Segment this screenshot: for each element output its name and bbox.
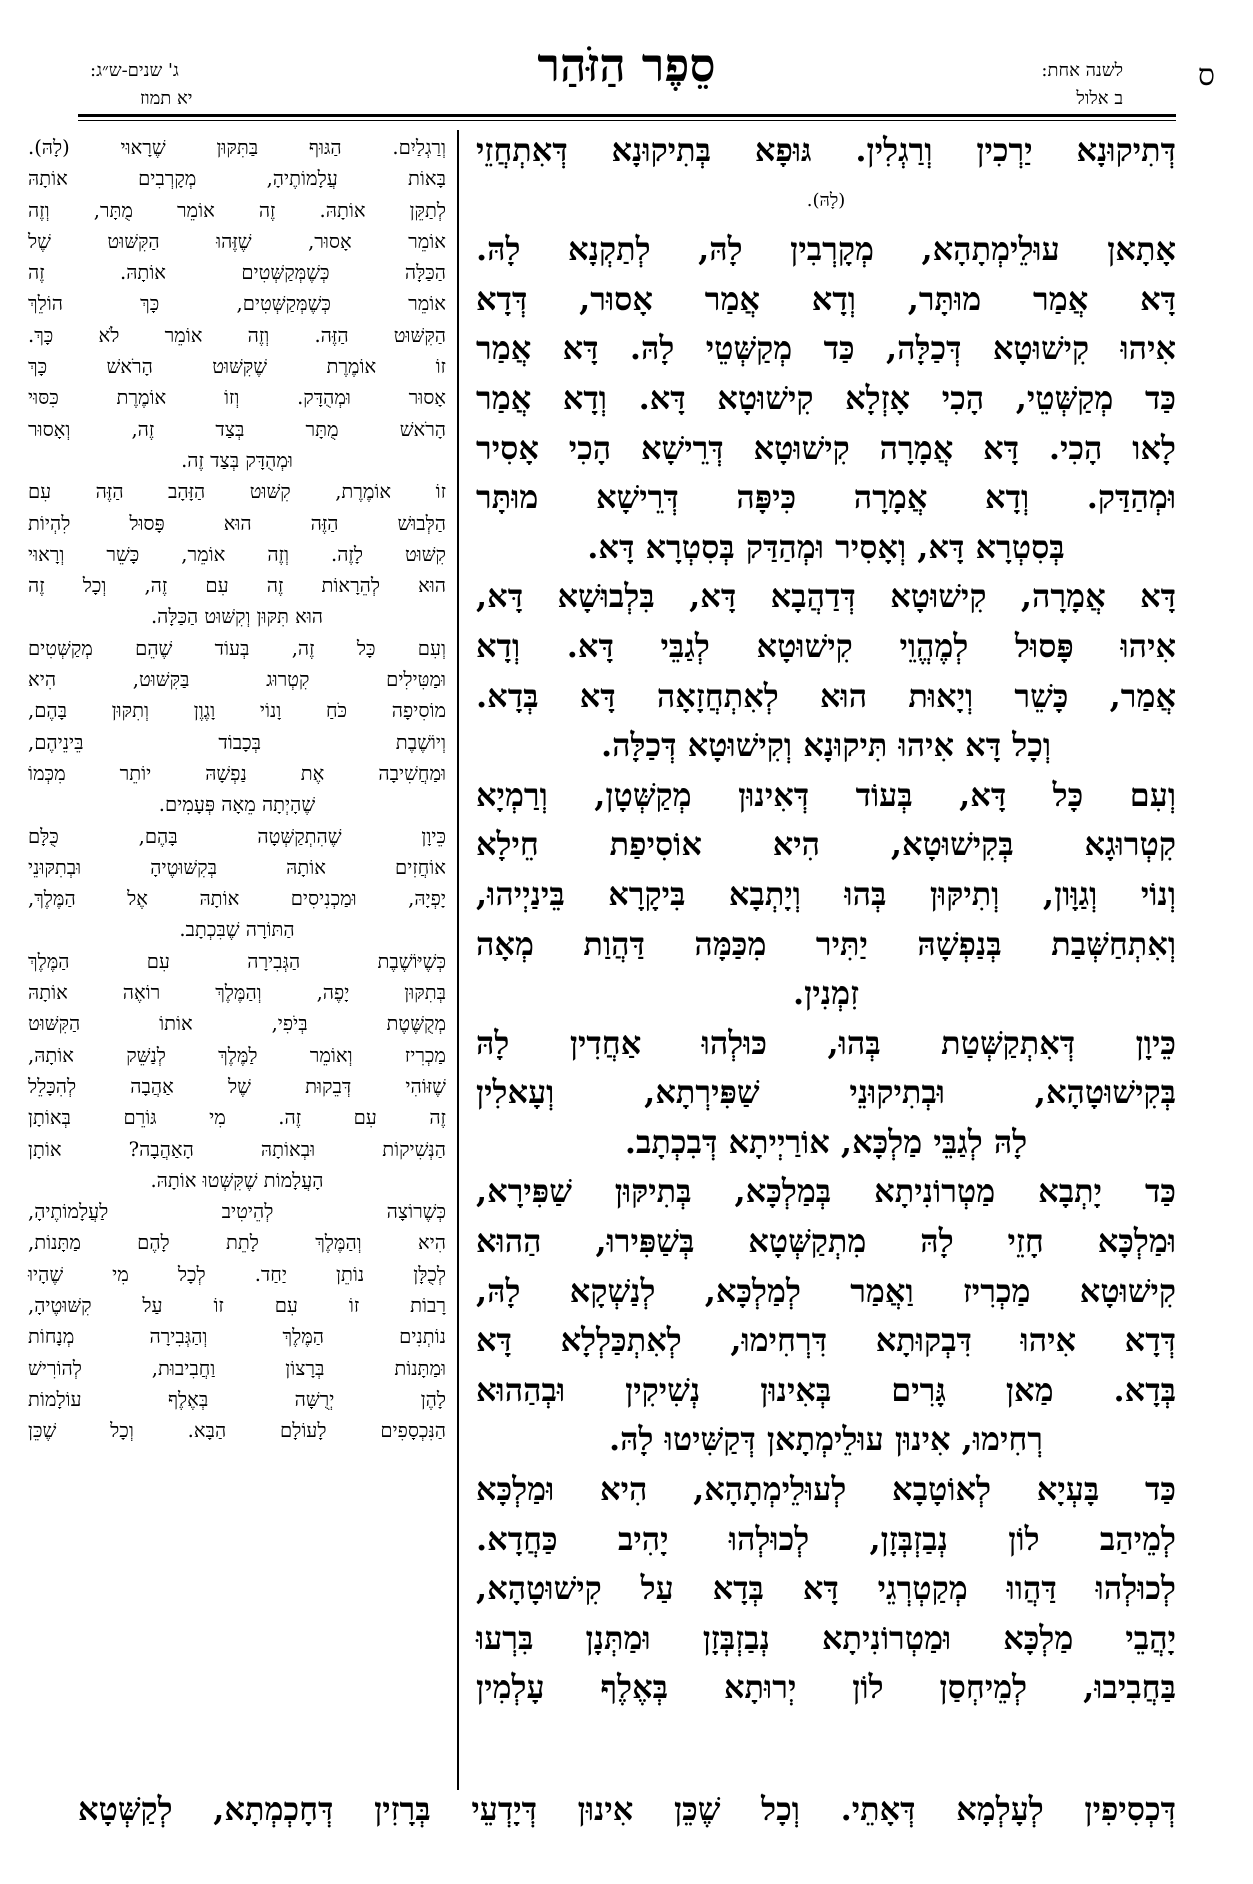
hebrew-line: הַנְּשִׁיקוֹת וּבְאוֹתָהּ הָאַהֲבָה? אוֹתָן <box>28 1137 446 1161</box>
hebrew-line: וּמְהֻדָּק בְּצַד זֶה. <box>181 448 293 472</box>
hebrew-line: וְיוֹשֶׁבֶת בְּכָבוֹד בֵּינֵיהֶם, <box>28 730 446 754</box>
hebrew-line: כֵּיוָן שֶׁהִתְקַשְּׁטָה בָּהֶם, כֻּלָּם <box>28 824 446 848</box>
aramaic-line: כַּד יָתְבָא מַטְרוֹנִיתָא בְּמַלְכָּא, בְּתִיקּוּן שַׁפִּירָא, <box>476 1172 1176 1211</box>
header-rule-thin <box>78 120 1176 121</box>
aramaic-line: אִיהוּ פָּסוּל לְמֶהֱוֵי קִישׁוּטָא לְגַבֵּי דָּא. וְדָא <box>476 626 1176 665</box>
hebrew-line: הָרֹאשׁ מֻתָּר בְּצַד זֶה, וְאָסוּר <box>28 417 446 441</box>
hebrew-line: הַקִּשּׁוּט הַזֶּה. וְזֶה אוֹמֵר לֹא כָּךְ. <box>28 323 446 347</box>
page-title: סֵפֶר הַזֹּהַר <box>537 38 716 92</box>
hebrew-line: בְּתִקּוּן יָפֶה, וְהַמֶּלֶךְ רוֹאֶה אוֹתָהּ <box>28 981 446 1005</box>
aramaic-line: קִטְרוּגָא בְּקִישׁוּטָא, הִיא אוֹסִיפַת חֵילָא <box>476 825 1176 864</box>
aramaic-line: דָּא אֲמַר מוּתָּר, וְדָא אֲמַר אָסוּר, דְּדָא <box>476 279 1176 318</box>
hebrew-line: מְקֻשֶּׁטֶת בְּיֹפִי, אוֹתוֹ הַקִּשּׁוּט <box>28 1012 446 1036</box>
hebrew-line: אוֹמֵר אָסוּר, שֶׁזֶּהוּ הַקִּשּׁוּט שֶׁל <box>28 229 446 253</box>
hebrew-line: כְּשֶׁיּוֹשֶׁבֶת הַגְּבִירָה עִם הַמֶּלֶךְ <box>28 949 446 973</box>
aramaic-line: וְנוֹי וְגַוָּון, וְתִיקּוּן בְּהוּ וְיָתְבָא בִּיקָרָא בֵּינַיְיהוּ, <box>476 874 1176 913</box>
aramaic-line: דְּתִיקוּנָא יַרְכִין וְרַגְלִין. גּוּפָא בְּתִיקוּנָא דְּאִתְחֲזֵי <box>476 131 1176 169</box>
hebrew-line: בָּאוֹת עֲלָמוֹתֶיהָ, מְקָרְבִים אוֹתָהּ <box>28 167 446 191</box>
schedule-three-years: ג' שנים-ש״ג: <box>90 60 179 81</box>
hebrew-line: זוֹ אוֹמֶרֶת, קִשּׁוּט הַזָּהָב הַזֶּה עִם <box>28 480 446 504</box>
aramaic-line: וְאִתְחַשְּׁבַת בְּנַפְשָׁהּ יַתִּיר מִכַּמָּה דַּהֲוַת מְאָה <box>476 924 1176 963</box>
hebrew-line: הַלְּבוּשׁ הַזֶּה הוּא פָּסוּל לִהְיוֹת <box>28 511 446 535</box>
aramaic-line: בַּחֲבִיבוּ, לְמֵיחְסַן לוֹן יְרוּתָא בְּאֶלֶף עָלְמִין <box>476 1668 1176 1707</box>
hebrew-line: הִיא וְהַמֶּלֶךְ לָתֵת לָהֶם מַתָּנוֹת, <box>28 1231 446 1255</box>
hebrew-line: שֶׁהָיְתָה מֵאָה פְּעָמִים. <box>158 793 316 817</box>
aramaic-line: לְמֵיהַב לוֹן נְבַזְבְּזָן, לְכוּלְהוּ יָהִיב כַּחֲדָא. <box>476 1519 1176 1558</box>
aramaic-line: רְחִימוּ, אִינוּן עוּלֵימְתָאן דְּקַשִּׁיטוּ לָהּ. <box>608 1420 1044 1459</box>
hebrew-line: אוֹמֵר כְּשֶׁמְּקַשְּׁטִים, כָּךְ הוֹלֵךְ <box>28 292 446 316</box>
hebrew-line: הוּא תִּקּוּן וְקִשּׁוּט הַכַּלָּה. <box>150 605 324 629</box>
hebrew-line: וְעִם כָּל זֶה, בְּעוֹד שֶׁהֵם מְקַשְּׁטִים <box>28 636 446 660</box>
hebrew-line: לְתַקֵּן אוֹתָהּ. זֶה אוֹמֵר מֻתָּר, וְזֶה <box>28 198 446 222</box>
aramaic-line: וְכָל דָּא אִיהוּ תִּיקוּנָא וְקִישׁוּטָא דְּכַלָּה. <box>600 726 1052 765</box>
aramaic-line: זִמְנִין. <box>793 974 859 1013</box>
aramaic-line: קִישׁוּטָא מַכְרִיז וַאֲמַר לְמַלְכָּא, לְנַשְׁקָא לָהּ, <box>476 1271 1176 1310</box>
hebrew-line: כְּשֶׁרוֹצָה לְהֵיטִיב לַעֲלָמוֹתֶיהָ, <box>28 1200 446 1224</box>
hebrew-line: אוֹחֲזִים אוֹתָהּ בְּקִשּׁוּטֶיהָ וּבְתִקּוּנֵי <box>28 855 446 879</box>
aramaic-line: אָתָאן עוּלֵימְתָהָא, מְקָרְבִין לָהּ, לְתַקְנָא לָהּ. <box>476 230 1176 269</box>
aramaic-line: יָהֲבֵי מַלְכָּא וּמַטְרוֹנִיתָא נְבַזְבְּזָן וּמַתְּנָן בִּרְעוּ <box>476 1618 1176 1657</box>
aramaic-line: אֲמַר, כָּשֵׁר וְיָאוּת הוּא לְאִתְחֲזָאָה דָּא בְּדָא. <box>476 676 1176 715</box>
hebrew-line: וּמַתָּנוֹת בְּרָצוֹן וַחֲבִיבוּת, לְהוֹרִישׁ <box>28 1356 446 1380</box>
schedule-one-year-date: ב אלול <box>1076 88 1123 109</box>
hebrew-line: הָעֲלָמוֹת שֶׁקִּשְּׁטוּ אוֹתָהּ. <box>150 1168 324 1192</box>
aramaic-line: דְּדָא אִיהוּ דִּבְקוּתָא דִּרְחִימוּ, לְאִתְכַּלְלָא דָּא <box>476 1321 1176 1360</box>
aramaic-line: דָּא אֲמָרָה, קִישׁוּטָא דְּדַהֲבָא דָּא, בִּלְבוּשָׁא דָּא, <box>476 577 1176 616</box>
hebrew-line: זֶה עִם זֶה. מִי גּוֹרֵם בְּאוֹתָן <box>28 1106 446 1130</box>
hebrew-line: נוֹתְנִים הַמֶּלֶךְ וְהַגְּבִירָה מְנָחוֹת <box>28 1325 446 1349</box>
aramaic-continuation-line <box>78 1785 1176 1834</box>
hebrew-line: לְכֻלָּן נוֹתֵן יַחַד. לְכָל מִי שֶׁהָיוּ <box>28 1262 446 1286</box>
aramaic-line: וְעִם כָּל דָּא, בְּעוֹד דְּאִינוּן מְקַשְּׁטָן, וְרַמְיָא <box>476 775 1176 814</box>
hebrew-line: הַתּוֹרָה שֶׁבִּכְתָב. <box>179 918 295 942</box>
hebrew-line: וְרַגְלַיִם. הַגּוּף בַּתִּקּוּן שֶׁרָאוּי (לָהּ). <box>28 136 446 159</box>
aramaic-line: וּמְהַדַּק. וְדָא אֲמָרָה כִּיפָּה דְּרֵישָׁא מוּתָּר <box>476 478 1176 517</box>
hebrew-line: רָבוֹת זוֹ עִם זוֹ עַל קִשּׁוּטֶיהָ, <box>28 1293 446 1317</box>
aramaic-line: בְּקִישׁוּטָהָא, וּבְתִיקוּנֵי שַׁפִּירְתָא, וְעָאלִין <box>476 1073 1176 1112</box>
aramaic-line: דְּכְסִיפִין לְעָלְמָא דְּאָתֵי. וְכָל שֶׁכֵּן אִינוּן דְּיָדְעֵי בְּרָזִין דְּחָכְמְתָא, לְקַשְּׁטָא <box>78 1790 1177 1828</box>
hebrew-line: וּמַחֲשִׁיבָה אֶת נַפְשָׁהּ יוֹתֵר מִכְּמוֹ <box>28 761 446 785</box>
aramaic-line: לָהּ לְגַבֵּי מַלְכָּא, אוֹרַיְיתָא דְּבִכְתָב. <box>624 1122 1028 1161</box>
hebrew-line: מַכְרִיז וְאוֹמֵר לַמֶּלֶךְ לְנַשֵּׁק אוֹתָהּ, <box>28 1043 446 1067</box>
header-rule <box>78 114 1176 117</box>
hebrew-line: לָהֶן יְרֻשָּׁה בְּאֶלֶף עוֹלָמוֹת <box>28 1387 446 1411</box>
hebrew-line: אָסוּר וּמְהֻדָּק. וְזוֹ אוֹמֶרֶת כִּסּוּי <box>28 386 446 410</box>
aramaic-line: כַּד מְקַשְּׁטֵי, הָכִי אָזְלָא קִישׁוּטָא דָּא. וְדָא אֲמַר <box>476 378 1176 417</box>
aramaic-line: (לָהּ). <box>806 189 846 211</box>
hebrew-line: מוֹסִיפָה כֹּחַ וָנוֹי וָגֶוֶן וְתִקּוּן בָּהֶם, <box>28 699 446 723</box>
hebrew-line: הַכַּלָּה כְּשֶׁמְּקַשְּׁטִים אוֹתָהּ. זֶה <box>28 261 446 285</box>
column-divider <box>457 130 459 1790</box>
hebrew-line: יָפְיָהּ, וּמַכְנִיסִים אוֹתָהּ אֶל הַמֶּלֶךְ, <box>28 887 446 911</box>
aramaic-line: בְּדָא. מַאן גָּרִים בְּאִינוּן נְשִׁיקִין וּבְהַהוּא <box>476 1370 1176 1409</box>
hebrew-line: זוֹ אוֹמֶרֶת שֶׁקִּשּׁוּט הָרֹאשׁ כָּךְ <box>28 355 446 379</box>
hebrew-translation-column <box>28 132 446 1446</box>
schedule-one-year: לשנה אחת: <box>1041 60 1123 81</box>
aramaic-line: כַּד בָּעְיָא לְאוֹטָבָא לְעוּלֵימְתָהָא, הִיא וּמַלְכָּא <box>476 1470 1176 1509</box>
aramaic-line: אִיהוּ קִישׁוּטָא דְּכַלָּה, כַּד מְקַשְּׁטֵי לָהּ. דָּא אֲמַר <box>476 329 1176 368</box>
aramaic-line: בְּסִטְרָא דָּא, וְאָסִיר וּמְהַדַּק בְּסִטְרָא דָּא. <box>587 527 1065 566</box>
aramaic-column <box>476 126 1176 1713</box>
schedule-three-years-date: יא תמוז <box>140 88 193 109</box>
aramaic-line: וּמַלְכָּא חָזֵי לָהּ מִתְקַשְּׁטָא בְּשַׁפִּירוּ, הַהוּא <box>476 1222 1176 1261</box>
hebrew-line: קִשּׁוּט לָזֶה. וְזֶה אוֹמֵר, כָּשֵׁר וְרָאוּי <box>28 542 446 566</box>
page-number: ס <box>1197 58 1215 93</box>
hebrew-line: הַנִּכְסָפִים לָעוֹלָם הַבָּא. וְכָל שֶׁכֵּן <box>28 1419 446 1443</box>
aramaic-line: לָאו הָכִי. דָּא אֲמָרָה קִישׁוּטָא דְּרֵישָׁא הָכִי אָסִיר <box>476 428 1176 467</box>
hebrew-line: שֶׁזּוֹהִי דְּבֵקוּת שֶׁל אַהֲבָה לְהִכָּלֵל <box>28 1074 446 1098</box>
hebrew-line: הוּא לְהֵרָאוֹת זֶה עִם זֶה, וְכָל זֶה <box>28 574 446 598</box>
aramaic-line: לְכוּלְהוּ דַּהֲווּ מְקַטְרְגֵי דָּא בְּדָא עַל קִישׁוּטָהָא, <box>476 1569 1176 1608</box>
aramaic-line: כֵּיוָן דְּאִתְקַשְּׁטַת בְּהוּ, כּוּלְהוּ אַחֲדִין לָהּ <box>476 1023 1176 1062</box>
hebrew-line: וּמַטִּילִים קִטְרוּג בַּקִּשּׁוּט, הִיא <box>28 668 446 692</box>
